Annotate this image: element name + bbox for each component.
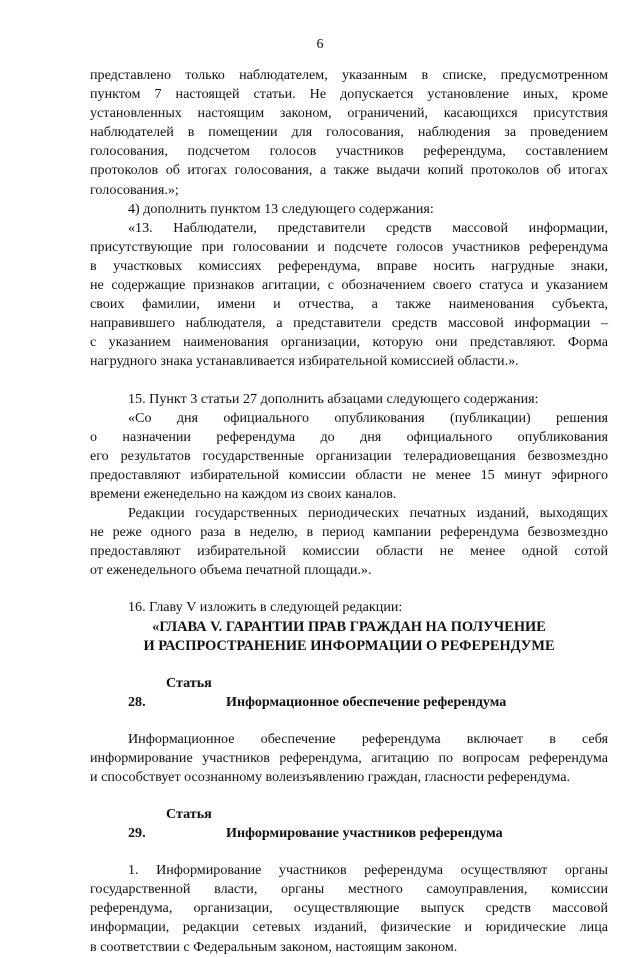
article-title: Информирование участников референдума (226, 825, 503, 842)
text-line: направившего наблюдателя, а представители средств массовой информации – (90, 315, 608, 332)
text-line: Информационное обеспечение референдума включает в себя (128, 730, 608, 747)
text-line: присутствующие при голосовании и подсчете голосов участников референдума (90, 238, 608, 255)
text-line: предоставляют избирательной комиссии области не менее одной сотой (90, 543, 608, 560)
text-line: установленных настоящим законом, ограничений, касающихся присутствия (90, 105, 608, 122)
text-line: своих фамилии, имени и отчества, а также наименования субъекта, (90, 296, 608, 313)
paragraph-broadcast-time (90, 409, 608, 504)
chapter-title-line: «ГЛАВА V. ГАРАНТИИ ПРАВ ГРАЖДАН НА ПОЛУЧЕНИЕ (152, 618, 546, 635)
text-line: времени еженедельно на каждом из своих каналов. (90, 485, 397, 502)
text-line: в соответствии с Федеральным законом, настоящим законом. (90, 938, 458, 955)
document-body (90, 66, 608, 957)
paragraph-item-15: 15. Пункт 3 статьи 27 дополнить абзацами следующего содержания: (128, 390, 539, 407)
paragraph-observers-end (90, 66, 608, 200)
text-line: информации, редакции сетевых изданий, физические и юридические лица (90, 919, 608, 936)
page-number: 6 (316, 36, 324, 52)
text-line: и способствует осознанному волеизъявлению граждан, гласности референдума. (90, 768, 570, 785)
text-line: предоставляют избирательной комиссии области не менее 15 минут эфирного (90, 466, 608, 483)
text-line: референдума, организации, осуществляющие выпуск средств массовой (90, 900, 608, 917)
article-number: Статья 29. (128, 806, 212, 842)
chapter-heading (90, 618, 608, 656)
text-line: с указанием наименования организации, которую они представляют. Форма (90, 334, 608, 351)
article-title: Информационное обеспечение референдума (226, 693, 507, 710)
article-29-heading (90, 805, 608, 843)
text-line: представлено только наблюдателем, указанным в списке, предусмотренном (90, 67, 608, 83)
text-line: в участковых комиссиях референдума, вправе носить нагрудные знаки, (90, 257, 608, 274)
text-line: информирование участников референдума, агитацию по вопросам референдума (90, 749, 608, 766)
text-line: не реже одного раза в неделю, в период кампании референдума безвозмездно (90, 524, 608, 541)
paragraph-point-13 (90, 219, 608, 372)
text-line: пунктом 7 настоящей статьи. Не допускается установление иных, кроме (90, 86, 608, 103)
text-line: голосования, подсчетом голосов участников референдума, составлением (90, 143, 608, 160)
article-28-heading (90, 674, 608, 712)
paragraph-article-29 (90, 861, 608, 956)
text-line: 1. Информирование участников референдума осуществляют органы (128, 862, 608, 879)
paragraph-add-point-13: 4) дополнить пунктом 13 следующего содержания: (128, 200, 434, 217)
text-line: о назначении референдума до дня официального опубликования (90, 428, 608, 445)
text-line: Редакции государственных периодических печатных изданий, выходящих (128, 505, 608, 522)
text-line: наблюдателей в помещении для голосования, наблюдения за проведением (90, 124, 608, 141)
chapter-title-line: И РАСПРОСТРАНЕНИЕ ИНФОРМАЦИИ О РЕФЕРЕНДУМЕ (143, 637, 555, 654)
article-number: Статья 28. (128, 674, 212, 710)
text-line: «13. Наблюдатели, представители средств массовой информации, (128, 219, 608, 236)
text-line: протоколов об итогах голосования, а также выдачи копий протоколов об итогах (90, 162, 608, 179)
text-line: государственной власти, органы местного самоуправления, комиссии (90, 881, 608, 898)
text-line: его результатов государственные организации телерадиовещания безвозмездно (90, 447, 608, 464)
paragraph-item-16: 16. Главу V изложить в следующей редакции: (128, 599, 403, 616)
text-line: голосования.»; (90, 181, 179, 198)
paragraph-article-28 (90, 730, 608, 787)
text-line: нагрудного знака устанавливается избирательной комиссией области.». (90, 353, 519, 370)
paragraph-print-media (90, 504, 608, 580)
text-line: от еженедельного объема печатной площади.». (90, 562, 372, 579)
text-line: не содержащие признаков агитации, с обозначением своего статуса и указанием (90, 277, 608, 294)
text-line: «Со дня официального опубликования (публикации) решения (128, 409, 608, 426)
